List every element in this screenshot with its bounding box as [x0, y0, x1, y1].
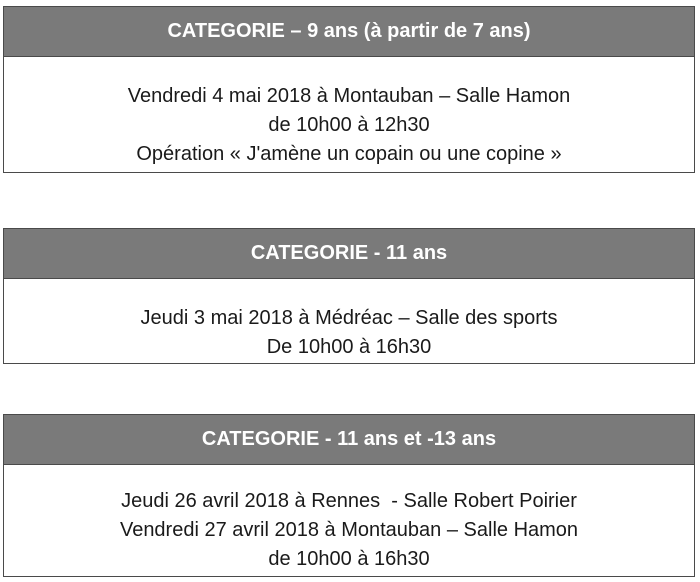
category-block-9-ans — [3, 6, 695, 173]
event-date-location: Jeudi 3 mai 2018 à Médréac – Salle des sports — [140, 307, 558, 329]
category-header — [4, 229, 694, 279]
event-date-location: Jeudi 26 avril 2018 à Rennes - Salle Robert Poirier — [121, 490, 577, 512]
category-header — [4, 7, 694, 57]
category-details — [4, 279, 694, 362]
event-operation: Opération « J'amène un copain ou une copine » — [136, 143, 562, 165]
category-title: CATEGORIE - 11 ans et -13 ans — [201, 428, 497, 450]
category-title: CATEGORIE - 11 ans — [250, 242, 448, 264]
event-time: de 10h00 à 12h30 — [268, 114, 430, 136]
category-block-11-ans — [3, 228, 695, 364]
event-time: De 10h00 à 16h30 — [266, 336, 432, 358]
event-date-location: Vendredi 4 mai 2018 à Montauban – Salle Hamon — [127, 85, 571, 107]
category-block-11-13-ans — [3, 414, 695, 577]
category-title: CATEGORIE – 9 ans (à partir de 7 ans) — [167, 20, 531, 42]
category-details — [4, 57, 694, 169]
event-date-location: Vendredi 27 avril 2018 à Montauban – Salle Hamon — [119, 519, 579, 541]
category-details — [4, 465, 694, 574]
category-header — [4, 415, 694, 465]
event-time: de 10h00 à 16h30 — [268, 548, 430, 570]
